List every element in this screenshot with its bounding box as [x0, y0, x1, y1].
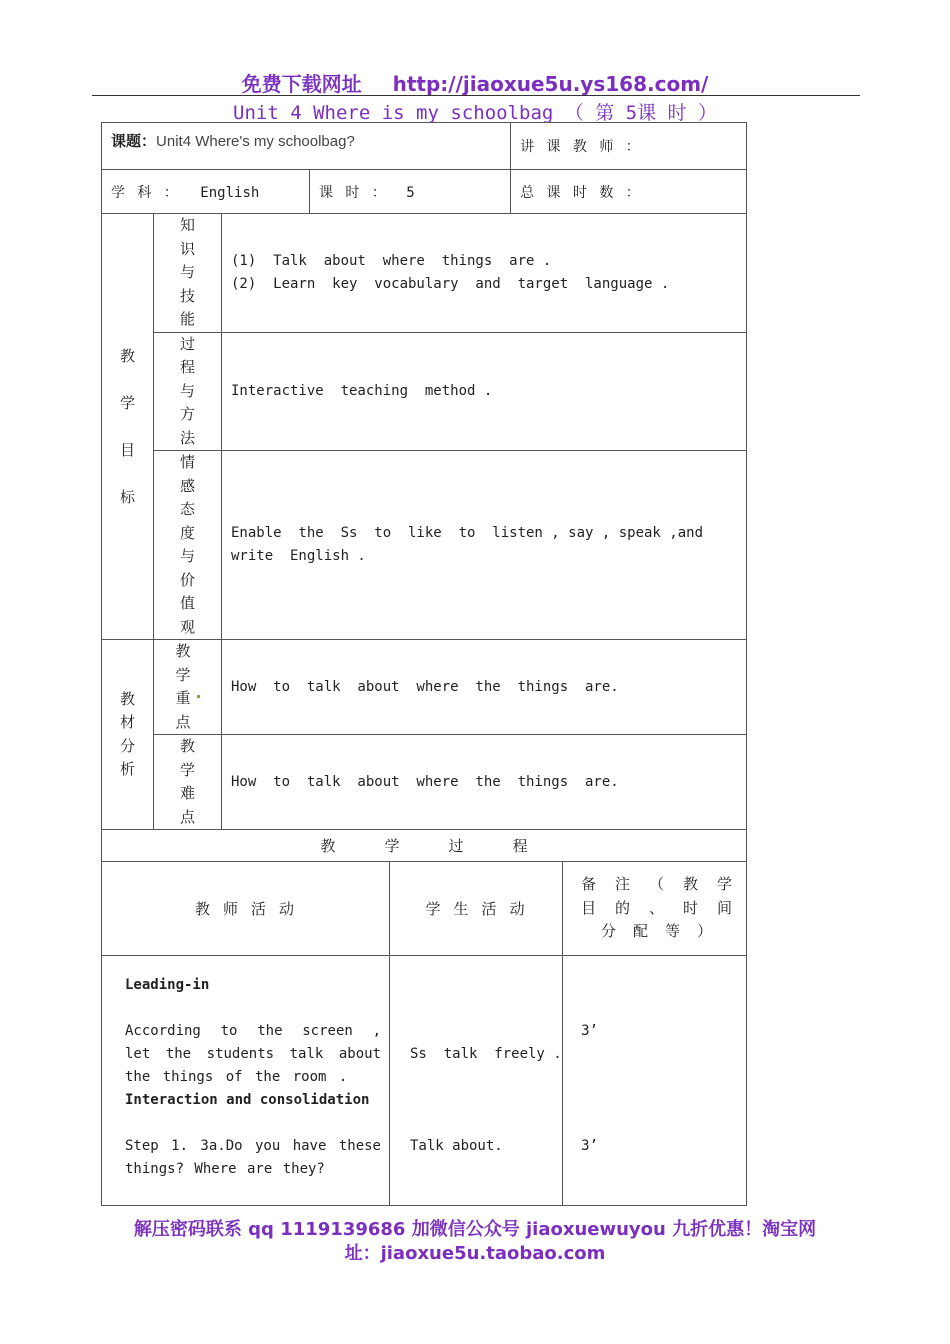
footer-line-2: 址：jiaoxue5u.taobao.com — [344, 1243, 606, 1264]
notes-content — [563, 956, 747, 1206]
bottom-banner — [0, 1218, 950, 1266]
analysis-difficulty-content: How to talk about where the things are. — [222, 735, 747, 830]
topic-label: 课题： — [111, 133, 157, 150]
analysis-difficulty-label-cell — [154, 735, 222, 830]
topic-cell — [102, 123, 511, 170]
notes-label: 备 注 （ 教 学 目 的 、 时 间 分 配 等 ） — [581, 875, 733, 941]
objective-attitude-line-1: Enable the Ss to like to listen , say , speak ,and — [231, 525, 704, 541]
leading-in-text: According to the screen , let the students talk about the things of the room . — [125, 1023, 381, 1085]
process-title-cell — [102, 830, 747, 862]
teacher-cell — [511, 123, 747, 170]
document-title: Unit 4 Where is my schoolbag （ 第 5课 时 ） — [233, 102, 717, 124]
topic-value: Unit4 Where's my schoolbag? — [156, 133, 355, 150]
leading-in-heading: Leading-in — [125, 977, 210, 993]
student-activity-content — [390, 956, 563, 1206]
subject-cell — [102, 170, 310, 214]
objective-attitude-label-cell — [154, 451, 222, 640]
student-activity-header — [390, 862, 563, 956]
objective-knowledge-line-1: (1) Talk about where things are . — [231, 252, 552, 269]
footer-line-1: 解压密码联系 qq 1119139686 加微信公众号 jiaoxuewuyou 九折优惠！淘宝网 — [133, 1219, 817, 1240]
objective-process-line-1: Interactive teaching method . — [231, 383, 493, 400]
teacher-activity-label: 教 师 活 动 — [194, 900, 297, 918]
subject-label: 学 科 ： — [111, 184, 180, 201]
process-title: 教 学 过 程 — [320, 837, 528, 855]
note-time-2: 3’ — [581, 1138, 598, 1154]
objective-process-label-cell — [154, 332, 222, 451]
objective-knowledge-label: 知识与技能 — [179, 216, 195, 328]
top-banner — [0, 68, 950, 97]
subject-value: English — [200, 184, 260, 201]
step-1-text: Step 1. 3a.Do you have these things? Where are they? — [125, 1138, 381, 1177]
student-activity-1: Ss talk freely . — [410, 1046, 562, 1062]
objective-attitude-line-2: write English . — [231, 548, 366, 564]
objective-knowledge-content — [222, 214, 747, 333]
lesson-plan-table — [101, 122, 747, 1206]
objectives-group-cell — [102, 214, 154, 640]
objective-attitude-content — [222, 451, 747, 640]
student-activity-2: Talk about. — [410, 1138, 503, 1154]
objectives-group-label: 教学目标 — [119, 346, 135, 506]
teacher-activity-header — [102, 862, 390, 956]
student-activity-label: 学 生 活 动 — [425, 900, 527, 918]
interaction-heading: Interaction and consolidation — [125, 1092, 370, 1108]
objective-knowledge-line-2: (2) Learn key vocabulary and target language . — [231, 275, 670, 292]
objective-process-content — [222, 332, 747, 451]
teacher-label: 讲 课 教 师 ： — [520, 139, 642, 155]
note-time-1: 3’ — [581, 1023, 598, 1039]
analysis-group-label: 教材分析 — [119, 689, 135, 778]
objective-knowledge-label-cell — [154, 214, 222, 333]
notes-header — [563, 862, 747, 956]
objective-attitude-label: 情感态度与价值观 — [179, 453, 195, 636]
analysis-key-label-cell — [154, 640, 222, 735]
teacher-activity-content — [102, 956, 390, 1206]
period-value: 5 — [406, 184, 417, 201]
total-periods-label: 总 课 时 数 ： — [520, 184, 642, 201]
period-label: 课 时 ： — [319, 184, 388, 201]
banner-url-link[interactable]: http://jiaoxue5u.ys168.com/ — [392, 72, 709, 96]
objective-process-label: 过程与方法 — [179, 334, 195, 447]
analysis-key-content: How to talk about where the things are. — [222, 640, 747, 735]
ink-dot-mark — [197, 695, 200, 698]
total-periods-cell — [511, 170, 747, 214]
banner-label: 免费下载网址 — [241, 72, 362, 96]
analysis-group-cell — [102, 640, 154, 830]
period-cell — [310, 170, 511, 214]
analysis-key-label: 教学重点 — [175, 642, 191, 731]
analysis-difficulty-label: 教学难点 — [179, 737, 195, 826]
header-rule — [92, 95, 860, 96]
